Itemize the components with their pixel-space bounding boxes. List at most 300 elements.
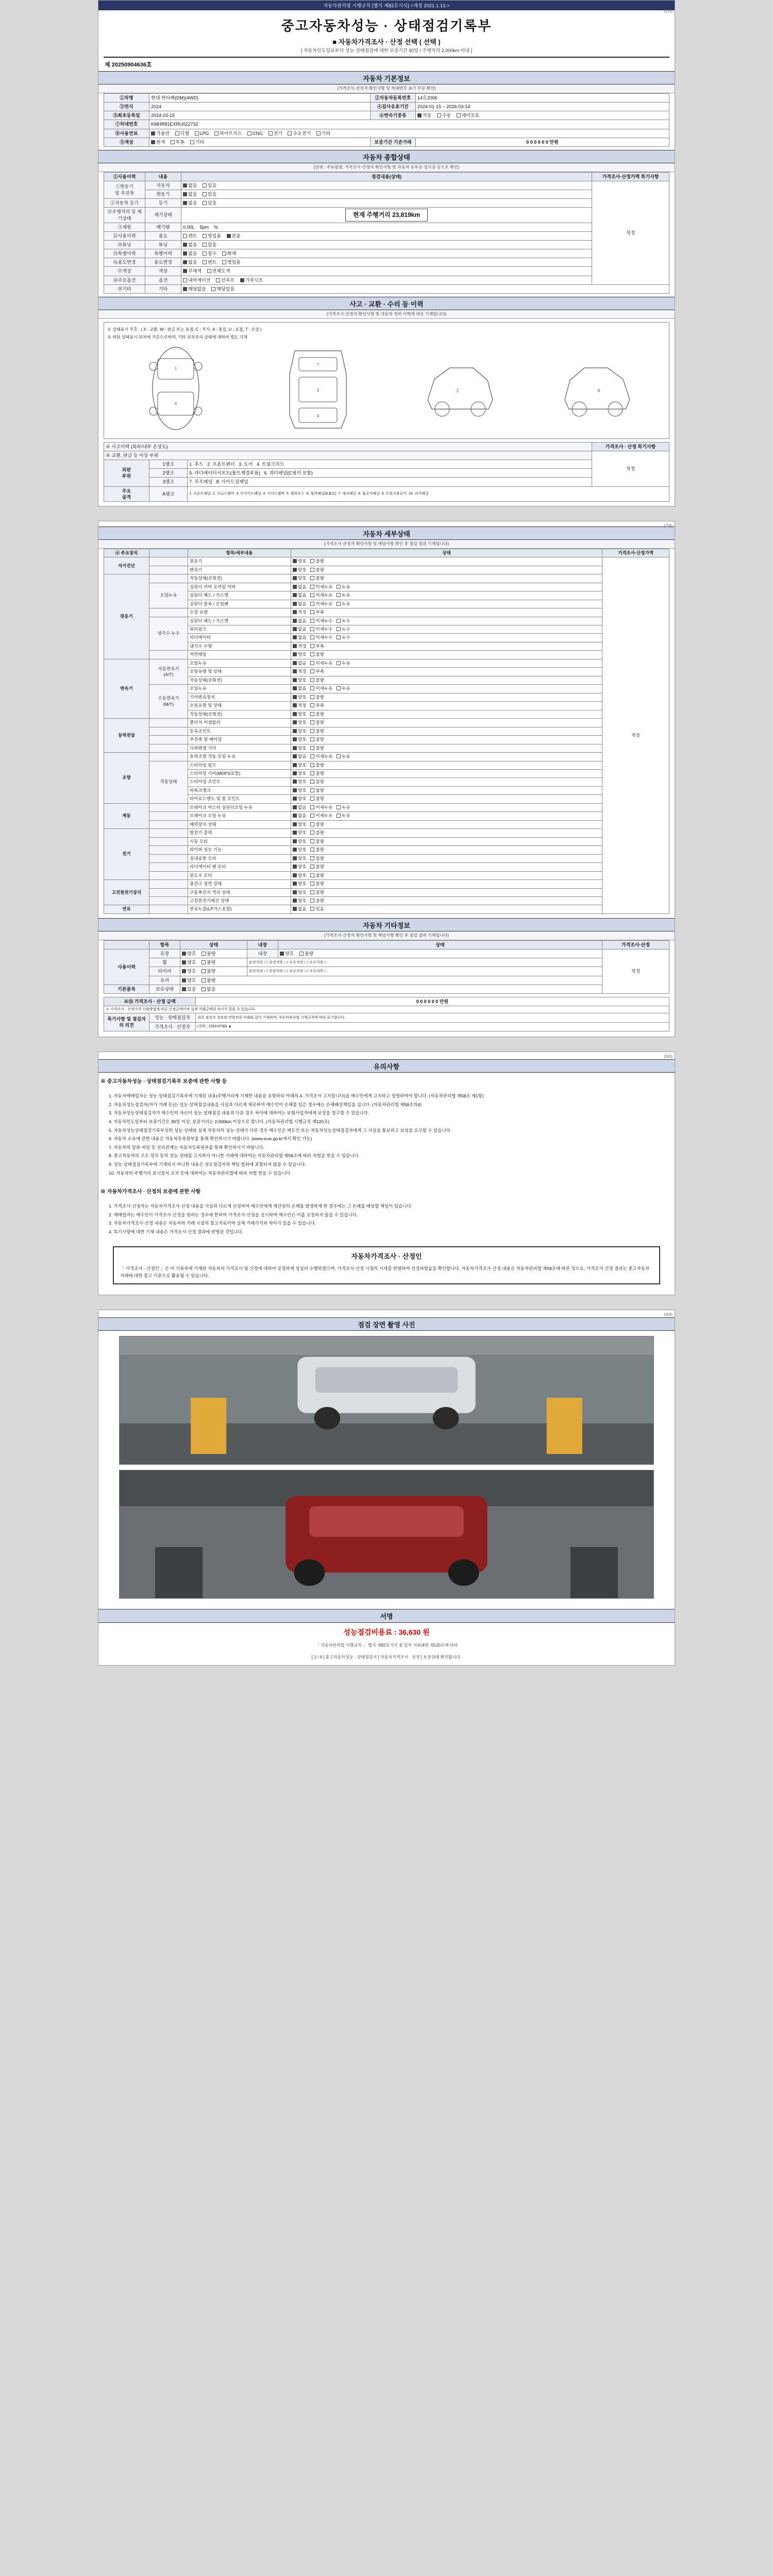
photo-section-title: 점검 장면 촬영 사진: [98, 1317, 675, 1331]
page-corner-tag-4: (4/4): [664, 1312, 673, 1317]
checkbox-secondary[interactable]: 불량: [310, 720, 324, 725]
checkbox-primary[interactable]: 양호: [293, 788, 306, 793]
inspector-info: 최종 점검자 정보와 연락처를 아래와 같이 기재하며, 자동차관리법 시행규칙에 따라 표기합니다.: [196, 1013, 669, 1022]
detail-group-label: 연료: [104, 905, 149, 913]
row-label-spec: ③제원: [104, 223, 145, 231]
frame-special-value: 적정: [592, 451, 669, 486]
checkbox-reg-has[interactable]: 있음: [203, 200, 216, 206]
checkbox-primary[interactable]: 적정: [293, 669, 306, 674]
checkbox-secondary[interactable]: 미세누유: [310, 805, 332, 810]
detail-item-label: 시동 모터: [188, 837, 291, 845]
row-label-use-change: ⑯용도변경: [104, 258, 145, 267]
checkbox-primary[interactable]: 적정: [293, 609, 306, 615]
checkbox-secondary[interactable]: 불량: [310, 847, 324, 853]
label-color: ⑤색상: [104, 138, 149, 146]
value-fuel: [149, 129, 669, 138]
table-row: [104, 829, 669, 837]
detail-item-label: 오일유량 및 상태: [188, 702, 291, 710]
checkbox-secondary[interactable]: 누유: [337, 686, 350, 691]
checkbox-secondary[interactable]: 미세누유: [310, 813, 332, 819]
detail-header-sub: [149, 549, 188, 557]
detail-item-label: 충전구 절연 상태: [188, 880, 291, 888]
detail-sub-label: [149, 736, 188, 744]
table-row: [104, 486, 669, 501]
detail-group-label: 동력전달: [104, 719, 149, 753]
table-row: [104, 967, 669, 976]
accident-frame-table: [104, 442, 669, 502]
others-cat-usage: 사용이력: [104, 950, 149, 985]
form-header-strip: 자동차관리법 시행규칙 [별지 제82호서식] <개정 2021.1.13.>: [98, 1, 675, 10]
row-label-engine-axle: ①원동기 및 추진축: [104, 181, 145, 198]
checkbox-secondary[interactable]: 누수: [337, 635, 350, 640]
frame-rank-2-items: 5. 라디에이터서포트(볼트체결부품) 6. 쿼터패널(C필러 포함): [188, 469, 592, 478]
checkbox-secondary[interactable]: 불량: [310, 558, 324, 564]
others-header-item: 항목: [149, 940, 180, 949]
section-comprehensive-note: (단위 : 주유불량, 가격조사·산정자 확인사항 및 자동차 등록증·검사증 등으로 확인): [98, 163, 675, 172]
checkbox-primary[interactable]: 양호: [293, 839, 306, 844]
detail-state-cell: [291, 897, 602, 905]
checkbox-primary[interactable]: 양호: [293, 864, 306, 870]
detail-state-cell: [291, 727, 602, 735]
guarantee-box: [113, 1246, 660, 1284]
checkbox-fuel-hydrogen[interactable]: 수소전기: [288, 130, 311, 137]
checkbox-secondary[interactable]: 불량: [310, 567, 324, 573]
checkbox-special-none[interactable]: 없음: [183, 250, 197, 257]
table-row: [104, 702, 669, 710]
checkbox-opt-navigation[interactable]: 내비게이션: [183, 277, 210, 283]
checkbox-secondary[interactable]: 미세누수: [310, 626, 332, 632]
checkbox-engine-none[interactable]: 없음: [183, 191, 197, 197]
checkbox-secondary[interactable]: 불량: [310, 864, 324, 870]
checkbox-tuning-none[interactable]: 없음: [183, 242, 197, 248]
others-state-paint: [180, 950, 247, 958]
checkbox-tuning-has[interactable]: 있음: [203, 242, 216, 248]
checkbox-color2-none[interactable]: 무채색: [183, 268, 201, 274]
detail-state-cell: [291, 905, 602, 913]
row-checks-special: [181, 249, 592, 258]
label-vin: ⑦차대번호: [104, 120, 149, 129]
detail-sub-label: 수동변속기 (M/T): [149, 685, 188, 719]
header-content: 내용: [145, 172, 181, 181]
detail-state-cell: [291, 693, 602, 701]
checkbox-primary[interactable]: 양호: [293, 898, 306, 904]
table-row: [104, 905, 669, 913]
detail-item-label: 실린더 헤드 / 가스켓: [188, 591, 291, 600]
section-basic-info-title: 자동차 기본정보: [98, 71, 675, 84]
svg-text:3: 3: [316, 387, 320, 393]
checkbox-primary[interactable]: 양호: [293, 694, 306, 700]
checkbox-special-fire[interactable]: 화재: [222, 250, 236, 257]
checkbox-secondary[interactable]: 불량: [310, 652, 324, 657]
table-row: [104, 129, 669, 138]
table-row: [104, 769, 669, 777]
sign-section-title: 서명: [98, 1609, 675, 1623]
checkbox-primary[interactable]: 없음: [293, 813, 306, 819]
detail-header-device: ④ 주요장치: [104, 549, 149, 557]
checkbox-primary[interactable]: 양호: [293, 796, 306, 802]
car-diagram-row: [107, 341, 666, 435]
checkbox-color2-change[interactable]: 전체도색: [207, 268, 230, 274]
checkbox-usage-rent[interactable]: 렌트: [183, 233, 197, 239]
detail-sub-label: [149, 651, 188, 659]
checkbox-secondary[interactable]: 미세누유: [310, 754, 332, 759]
checkbox-vehicle-none[interactable]: 없음: [183, 182, 197, 189]
checkbox-basic-none[interactable]: 없음: [201, 986, 215, 992]
detail-sub-label: [149, 846, 188, 854]
table-row: [104, 469, 669, 478]
checkbox-engine-has[interactable]: 있음: [203, 191, 216, 197]
checkbox-primary[interactable]: 양호: [293, 575, 306, 581]
checkbox-primary[interactable]: 적정: [293, 643, 306, 649]
detail-sub-label: 작동상태: [149, 761, 188, 803]
checkbox-primary[interactable]: 없음: [293, 592, 306, 598]
page-corner-tag-3: (3/4): [664, 1054, 673, 1059]
table-row: [104, 1022, 669, 1031]
checkbox-special-flood[interactable]: 침수: [203, 250, 216, 257]
notice-head-1: ※ 중고자동차성능 · 상태점검기록부 보증에 관한 사항 등: [100, 1078, 227, 1084]
section-basic-info-note: (가격조사·산정자 확인사항 및 차대번호 표기 부분 확인): [98, 84, 675, 93]
others-price-cell: 적정: [602, 950, 669, 994]
price-title: ※⑮ 가격조사 · 산정 금액: [104, 997, 196, 1006]
checkbox-primary[interactable]: 없음: [293, 601, 306, 607]
detail-sub-label: [149, 812, 188, 820]
detail-sub-label: [149, 566, 188, 574]
checkbox-secondary[interactable]: 불량: [310, 771, 324, 776]
table-row: [104, 837, 669, 845]
checkbox-secondary[interactable]: 불량: [310, 822, 324, 827]
checkbox-primary[interactable]: 양호: [293, 822, 306, 827]
checkbox-interior-bad[interactable]: 불량: [299, 951, 313, 957]
value-reg-number: 14호2006: [415, 94, 669, 103]
checkbox-usage-public[interactable]: 관용: [227, 233, 241, 239]
checkbox-change-none[interactable]: 없음: [183, 259, 197, 265]
inspector-label: 성능 · 상태점검자: [149, 1013, 196, 1022]
checkbox-primary[interactable]: 양호: [293, 745, 306, 751]
checkbox-secondary[interactable]: 누유: [337, 754, 350, 759]
row-label-registration: ②자동차 등기: [104, 199, 145, 208]
checkbox-reg-none[interactable]: 없음: [183, 200, 197, 206]
table-row: [104, 240, 669, 249]
checkbox-primary[interactable]: 없음: [293, 626, 306, 632]
checkbox-secondary[interactable]: 미세누수: [310, 618, 332, 624]
page-corner-tag-2: (2/4): [664, 523, 673, 528]
checkbox-primary[interactable]: 적정: [293, 703, 306, 708]
checkbox-primary[interactable]: 양호: [293, 881, 306, 887]
detail-sub-label: 자동변속기 (A/T): [149, 659, 188, 684]
checkbox-primary[interactable]: 없음: [293, 805, 306, 810]
table-row: [104, 276, 669, 284]
accident-diagram: [104, 322, 669, 439]
checkbox-secondary[interactable]: 미세누유: [310, 660, 332, 666]
page-1: [98, 0, 675, 506]
comprehensive-table: [104, 172, 669, 294]
checkbox-secondary[interactable]: 불량: [310, 677, 324, 683]
checkbox-paint-good[interactable]: 양호: [182, 951, 196, 957]
checkbox-primary[interactable]: 없음: [293, 618, 306, 624]
checkbox-trans-semi[interactable]: 세미오토: [457, 112, 480, 118]
checkbox-paint-bad[interactable]: 불량: [201, 951, 215, 957]
checkbox-trans-auto[interactable]: 자동: [417, 112, 431, 118]
row-item-color2: 색상: [145, 267, 181, 276]
value-first-reg-date: 2024-03-15: [149, 111, 371, 120]
checkbox-secondary[interactable]: 불량: [310, 711, 324, 717]
checkbox-glass-bad[interactable]: 불량: [201, 977, 215, 984]
detail-sub-label: [149, 744, 188, 752]
document-title: 중고자동차성능 · 상태점검기록부: [281, 18, 492, 33]
checkbox-secondary[interactable]: 불량: [310, 728, 324, 734]
checkbox-secondary[interactable]: 부족: [310, 703, 324, 708]
detail-sub-label: 오일누유: [149, 583, 188, 608]
detail-sub-label: [149, 574, 188, 583]
detail-item-label: 클러치 어셈블리: [188, 719, 291, 727]
others-header-cat: [104, 940, 149, 949]
checkbox-primary[interactable]: 양호: [293, 677, 306, 683]
checkbox-secondary[interactable]: 미세누유: [310, 601, 332, 607]
table-header-row: [104, 940, 669, 949]
detail-item-label: 브레이크 오일 누유: [188, 812, 291, 820]
checkbox-secondary[interactable]: 미세누수: [310, 635, 332, 640]
checkbox-secondary[interactable]: 누수: [337, 618, 350, 624]
fee-line: [98, 1623, 675, 1641]
detail-state-cell: [291, 600, 602, 608]
checkbox-tire-good[interactable]: 양호: [182, 968, 196, 974]
detail-item-label: 워터펌프: [188, 625, 291, 634]
checkbox-fuel-hybrid[interactable]: 하이브리드: [214, 130, 242, 137]
fee-value: 36,630 원: [398, 1628, 430, 1637]
row-item-use-change: 용도변경: [145, 258, 181, 267]
detail-group-label: 고전원전기장치: [104, 880, 149, 905]
table-row: [104, 985, 669, 993]
row-label-special-history: ⑮특별이력: [104, 249, 145, 258]
detail-sub-label: [149, 803, 188, 811]
row-item-engine: 원동기: [145, 190, 181, 199]
checkbox-secondary[interactable]: 누유: [337, 660, 350, 666]
detail-state-cell: [291, 574, 602, 583]
row-checks-usage: [181, 231, 592, 240]
svg-text:2: 2: [456, 388, 459, 393]
checkbox-etc-none[interactable]: 해당없음: [183, 286, 206, 292]
checkbox-secondary[interactable]: 불량: [310, 694, 324, 700]
checkbox-change-rent[interactable]: 렌트: [203, 259, 216, 265]
checkbox-fuel-other[interactable]: 기타: [316, 130, 330, 137]
checkbox-secondary[interactable]: 불량: [310, 796, 324, 802]
checkbox-secondary[interactable]: 부족: [310, 609, 324, 615]
checkbox-fuel-diesel[interactable]: 디젤: [175, 130, 189, 137]
checkbox-glass-good[interactable]: 양호: [182, 977, 196, 984]
checkbox-primary[interactable]: 없음: [293, 686, 306, 691]
checkbox-secondary[interactable]: 불량: [310, 788, 324, 793]
checkbox-primary[interactable]: 양호: [293, 856, 306, 861]
checkbox-secondary[interactable]: 미세누유: [310, 686, 332, 691]
checkbox-secondary[interactable]: 부족: [310, 669, 324, 674]
checkbox-secondary[interactable]: 불량: [310, 779, 324, 785]
detail-group-label: 조향: [104, 753, 149, 804]
checkbox-primary[interactable]: 없음: [293, 584, 306, 590]
detail-state-cell: [291, 625, 602, 634]
detail-group-label: 자가진단: [104, 557, 149, 574]
label-car-name: ①차명: [104, 94, 149, 103]
detail-item-label: 오일유량 및 상태: [188, 668, 291, 676]
detail-sub-label: [149, 888, 188, 896]
checkbox-secondary[interactable]: 불량: [310, 737, 324, 742]
checkbox-secondary[interactable]: 누수: [337, 626, 350, 632]
document-id: 제 20250904636호: [105, 62, 152, 68]
notice-item: 5. 자동차성능상태점검기록부상의 성능·상태와 실제 자동차의 성능·상태가 다른 경우 매수인은 매도인 또는 자동차성능상태점검자에게 그 사실을 통보하고 보상을 요구할 수 있습니다.: [109, 1127, 452, 1133]
checkbox-secondary[interactable]: 누유: [337, 592, 350, 598]
detail-state-cell: [291, 617, 602, 625]
checkbox-primary[interactable]: 없음: [293, 906, 306, 912]
table-row: [104, 103, 669, 111]
section-accident-note: (가격조사·산정자 확인사항 및 자동차 정비 이력에 따른 기재됩니다): [98, 310, 675, 319]
table-row: [104, 557, 669, 566]
detail-group-label: 제동: [104, 803, 149, 828]
detail-item-label: 고전원전기배선 상태: [188, 897, 291, 905]
notice-item: 1. 자동차매매업자는 성능·상태점검기록부에 기재된 내용(주행거리에 기재한 내용을 포함하되 아래의 4. 가격조사 고지합니다)을 매수인에게 고지하고 설명하여야 합니다. (자동차관리법 제58조 제1항): [109, 1093, 484, 1099]
table-row: [104, 659, 669, 667]
checkbox-primary[interactable]: 양호: [293, 771, 306, 776]
checkbox-color-other[interactable]: 기타: [190, 139, 204, 145]
detail-state-cell: [291, 634, 602, 642]
detail-item-label: 라디에이터 팬 모터: [188, 863, 291, 871]
table-row: [104, 94, 669, 103]
detail-group-label: 전기: [104, 829, 149, 880]
table-row: [104, 863, 669, 871]
row-label-etc: ⑲기타: [104, 284, 145, 293]
table-row: [104, 727, 669, 735]
checkbox-secondary[interactable]: 불량: [310, 890, 324, 895]
checkbox-secondary[interactable]: 누유: [337, 584, 350, 590]
table-row: [104, 442, 669, 451]
checkbox-secondary[interactable]: 불량: [310, 856, 324, 861]
detail-item-label: 기어변속장치: [188, 693, 291, 701]
checkbox-secondary[interactable]: 불량: [310, 745, 324, 751]
checkbox-secondary[interactable]: 미세누유: [310, 592, 332, 598]
detail-header-item: 항목/세부내용: [188, 549, 291, 557]
wheel-positions: 운전석전 □ / 운전석후 □ / 조수석전 □ / 조수석후 □: [247, 958, 602, 967]
detail-item-label: 브레이크 마스터 실린더오일 누유: [188, 803, 291, 811]
frame-special-header: 가격조사 · 산정 특기사항: [592, 442, 669, 451]
guarantee-title: 자동차가격조사 · 산정인: [351, 1252, 422, 1261]
checkbox-tire-bad[interactable]: 불량: [201, 968, 215, 974]
checkbox-primary[interactable]: 양호: [293, 652, 306, 657]
checkbox-change-business[interactable]: 영업용: [222, 259, 241, 265]
notice-item: 8. 중고자동차의 구조·장치 등의 성능·상태를 고지하지 아니한 거래에 대하여는 자동차관리법 제58조에 따라 처벌을 받을 수 있습니다.: [109, 1153, 360, 1159]
checkbox-wheel-good[interactable]: 양호: [182, 959, 196, 965]
checkbox-secondary[interactable]: 불량: [310, 762, 324, 768]
detail-item-label: 오일누유: [188, 659, 291, 667]
checkbox-primary[interactable]: 양호: [293, 873, 306, 878]
checkbox-primary[interactable]: 양호: [293, 558, 306, 564]
checkbox-fuel-electric[interactable]: 전기: [268, 130, 282, 137]
checkbox-secondary[interactable]: 누유: [337, 805, 350, 810]
detail-state-cell: [291, 837, 602, 845]
special-note-cell: 적정: [592, 181, 669, 284]
checkbox-secondary[interactable]: 불량: [310, 830, 324, 836]
inspection-photo-1: [119, 1336, 654, 1465]
checkbox-vehicle-has[interactable]: 있음: [203, 182, 216, 189]
checkbox-secondary[interactable]: 누유: [337, 601, 350, 607]
checkbox-color-solid[interactable]: 원색: [151, 139, 165, 145]
table-row: [104, 710, 669, 718]
checkbox-secondary[interactable]: 있음: [310, 906, 324, 912]
checkbox-primary[interactable]: 양호: [293, 779, 306, 785]
table-row: [104, 761, 669, 769]
basic-info-table: [104, 93, 669, 147]
detail-item-label: 와이퍼 성능 기능: [188, 846, 291, 854]
detail-state-cell: [291, 702, 602, 710]
checkbox-primary[interactable]: 없음: [293, 635, 306, 640]
detail-state-cell: [291, 753, 602, 761]
checkbox-primary[interactable]: 양호: [293, 728, 306, 734]
checkbox-primary[interactable]: 양호: [293, 567, 306, 573]
frame-rank-1-items: 1. 후드 2. 프론트펜더 3. 도어 4. 트렁크리드: [188, 460, 592, 469]
notice-item: 7. 자동차의 압류·저당 등 권리관계는 자동차등록원부를 통해 확인하시기 바랍니다.: [109, 1144, 265, 1150]
checkbox-trans-manual[interactable]: 수동: [437, 112, 451, 118]
checkbox-primary[interactable]: 양호: [293, 711, 306, 717]
table-row: [104, 854, 669, 862]
detail-state-cell: [291, 820, 602, 828]
checkbox-etc-has[interactable]: 해당있음: [211, 286, 234, 292]
detail-state-table: [104, 549, 669, 914]
table-row: [104, 753, 669, 761]
checkbox-primary[interactable]: 양호: [293, 847, 306, 853]
detail-state-cell: [291, 651, 602, 659]
checkbox-secondary[interactable]: 미세누유: [310, 584, 332, 590]
checkbox-fuel-gasoline[interactable]: 가솔린: [151, 130, 170, 137]
detail-state-cell: [291, 557, 602, 566]
checkbox-wheel-bad[interactable]: 불량: [201, 959, 215, 965]
checkbox-fuel-cng[interactable]: CNG: [247, 130, 263, 137]
checkbox-secondary[interactable]: 불량: [310, 898, 324, 904]
checkbox-secondary[interactable]: 부족: [310, 643, 324, 649]
others-item-interior: 내장: [247, 950, 278, 958]
checkbox-interior-good[interactable]: 양호: [280, 951, 294, 957]
checkbox-secondary[interactable]: 누유: [337, 813, 350, 819]
checkbox-secondary[interactable]: 불량: [310, 839, 324, 844]
detail-item-label: 커먼레일: [188, 651, 291, 659]
checkbox-secondary[interactable]: 불량: [310, 873, 324, 878]
table-row: [104, 608, 669, 617]
row-label-color2: ⑰색상: [104, 267, 145, 276]
checkbox-primary[interactable]: 양호: [293, 720, 306, 725]
checkbox-primary[interactable]: 없음: [293, 754, 306, 759]
checkbox-secondary[interactable]: 불량: [310, 881, 324, 887]
table-row: [104, 958, 669, 967]
checkbox-color-two-tone[interactable]: 투톤: [171, 139, 184, 145]
others-item-glass: 유리: [149, 976, 180, 985]
checkbox-opt-sunroof[interactable]: 선루프: [216, 277, 234, 283]
checkbox-primary[interactable]: 양호: [293, 890, 306, 895]
checkbox-opt-leather[interactable]: 가죽시트: [240, 277, 263, 283]
checkbox-primary[interactable]: 양호: [293, 737, 306, 742]
checkbox-usage-business[interactable]: 영업용: [203, 233, 221, 239]
table-row: [104, 111, 669, 120]
checkbox-primary[interactable]: 없음: [293, 660, 306, 666]
svg-text:4: 4: [174, 401, 177, 406]
detail-sub-label: [149, 897, 188, 905]
checkbox-fuel-lpg[interactable]: LPG: [195, 130, 209, 137]
checkbox-secondary[interactable]: 불량: [310, 575, 324, 581]
frame-rank-2-label: 2랭크: [149, 469, 188, 478]
table-row: [104, 897, 669, 905]
value-warranty-period: 0 0 0 0 0 0 만원: [415, 138, 669, 146]
checkbox-primary[interactable]: 양호: [293, 830, 306, 836]
footer-line-2: [ 1 / 4 ] 중고자동차성능 · 상태점검서 [ 자동차가격조사 · 산정 ] 보장상태 확인합니다.: [311, 1655, 462, 1660]
photo-2-graphic: [120, 1470, 653, 1598]
checkbox-primary[interactable]: 양호: [293, 762, 306, 768]
detail-state-cell: [291, 583, 602, 591]
checkbox-basic-has[interactable]: 있음: [182, 986, 196, 992]
